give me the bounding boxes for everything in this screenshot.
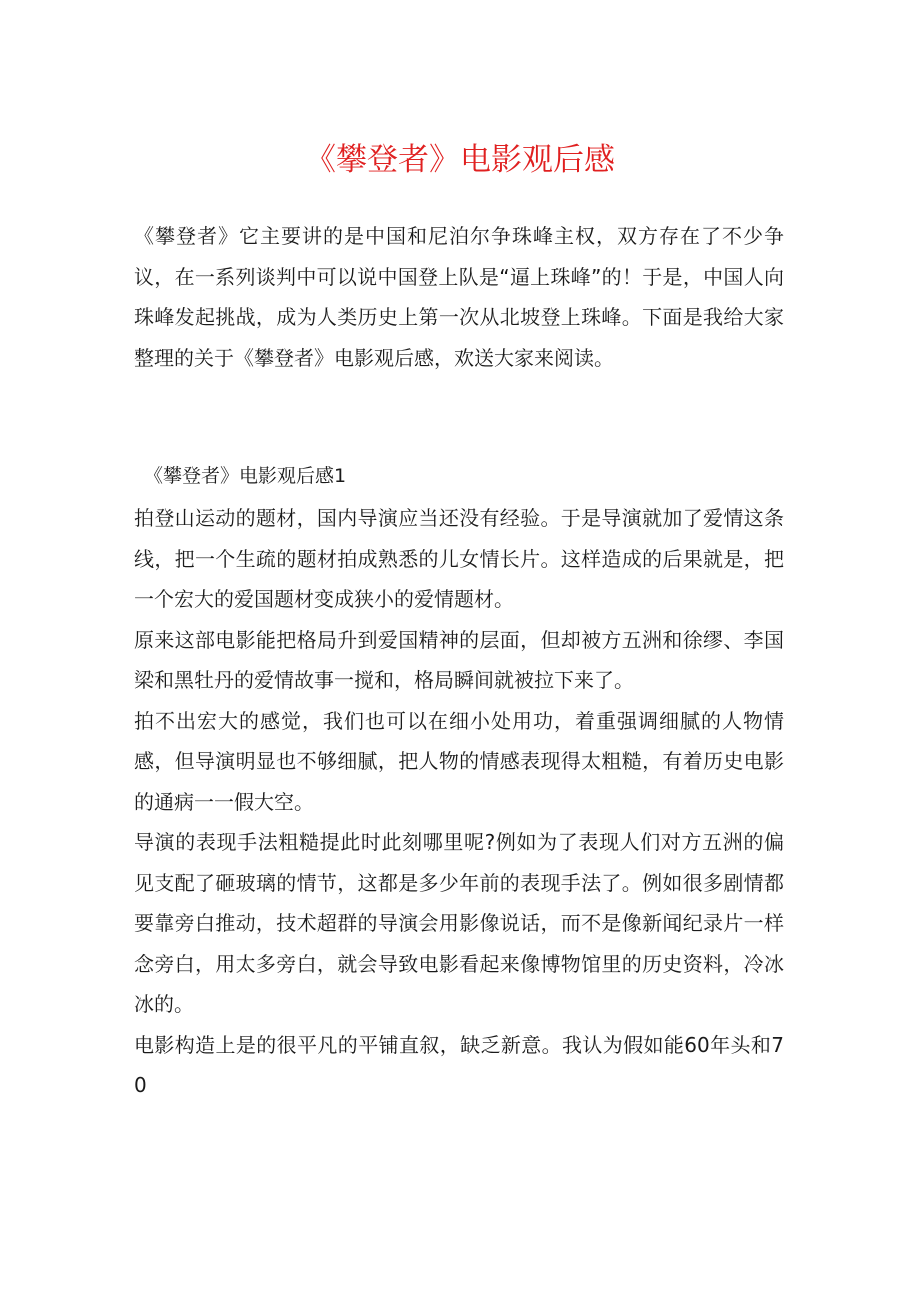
section-heading: 《攀登者》电影观后感1 <box>144 465 347 487</box>
body-paragraph: 原来这部电影能把格局升到爱国精神的层面，但却被方五洲和徐缪、李国梁和黑牡丹的爱情故事一搅和，格局瞬间就被拉下来了。 <box>134 627 784 692</box>
body-paragraph: 导演的表现手法粗糙提此时此刻哪里呢?例如为了表现人们对方五洲的偏见支配了砸玻璃的情节，这都是多少年前的表现手法了。例如很多剧情都要靠旁白推动，技术超群的导演会用影像说话，而不是像新闻纪录片一样念旁白，用太多旁白，就会导致电影看起来像博物馆里的历史资料，冷冰冰的。 <box>134 830 784 1016</box>
body-paragraph: 拍不出宏大的感觉，我们也可以在细小处用功，着重强调细腻的人物情感，但导演明显也不够细腻，把人物的情感表现得太粗糙，有着历史电影的通病一一假大空。 <box>134 708 784 814</box>
document-title: 《攀登者》电影观后感 <box>305 142 615 178</box>
body-text <box>134 498 784 1106</box>
intro-paragraph: 《攀登者》它主要讲的是中国和尼泊尔争珠峰主权，双方存在了不少争议，在一系列谈判中可以说中国登上队是“逼上珠峰”的！于是，中国人向珠峰发起挑战，成为人类历史上第一次从北坡登上珠峰。下面是我给大家整理的关于《攀登者》电影观后感，欢送大家来阅读。 <box>134 224 784 370</box>
body-paragraph: 拍登山运动的题材，国内导演应当还没有经验。于是导演就加了爱情这条线，把一个生疏的题材拍成熟悉的儿女情长片。这样造成的后果就是，把一个宏大的爱国题材变成狭小的爱情题材。 <box>134 506 784 611</box>
body-paragraph: 电影构造上是的很平凡的平铺直叙，缺乏新意。我认为假如能60年头和70 <box>134 1032 784 1097</box>
